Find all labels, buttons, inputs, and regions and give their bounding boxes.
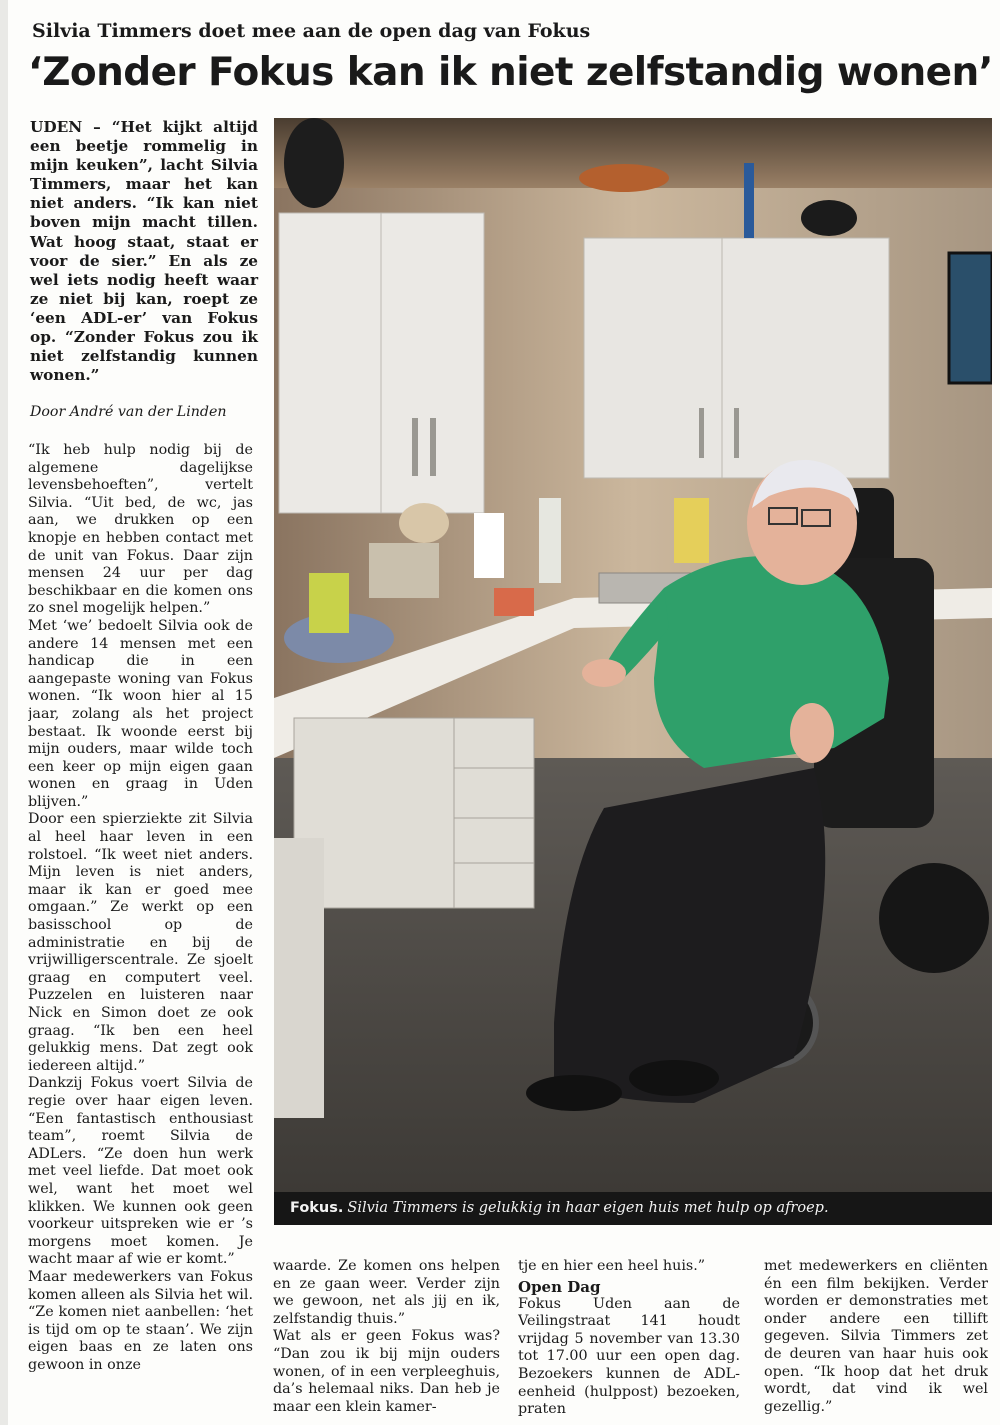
paragraph: waarde. Ze komen ons helpen en ze gaan weer. Verder zijn we gewoon, net als jij en ik, zelfstandig thuis.”	[273, 1258, 500, 1327]
article-lead	[30, 118, 258, 385]
article-kicker: Silvia Timmers doet mee aan de open dag van Fokus	[32, 20, 591, 42]
paragraph: Dankzij Fokus voert Silvia de regie over haar eigen leven. “Een fantastisch enthousiast team”, roemt Silvia de ADLers. “Ze doen hun werk met veel liefde. Dat moet ook wel, want het moet wel klikken. We kunnen ook geen voorkeur uitspreken wie er ’s morgens moet komen. Je wacht maar af wie er komt.”	[28, 1075, 253, 1268]
paragraph: Maar medewerkers van Fokus komen alleen als Silvia het wil. “Ze komen niet aanbellen: ‘het is tijd om op te staan’. We zijn eigen baas en ze laten ons gewoon in onze	[28, 1268, 253, 1373]
paragraph: “Ik heb hulp nodig bij de algemene dagelijkse levensbehoeften”, vertelt Silvia. “Uit bed, de wc, jas aan, we drukken op een knopje en hebben contact met de unit van Fokus. Daar zijn mensen 24 uur per dag beschikbaar en die komen ons zo snel mogelijk helpen.”	[28, 442, 253, 617]
article-photo	[274, 118, 992, 1192]
paragraph: Met ‘we’ bedoelt Silvia ook de andere 14 mensen met een handicap die in een aangepaste woning van Fokus wonen. “Ik woon hier al 15 jaar, zolang als het project bestaat. Ik woonde eerst bij mijn ouders, maar wilde toch een keer op mijn eigen gaan wonen en graag in Uden blijven.”	[28, 617, 253, 810]
paragraph: met medewerkers en cliënten én een film bekijken. Verder worden er demonstraties met onder andere een tillift gegeven. Silvia Timmers zet de deuren van haar huis ook open. “Ik hoop dat het druk wordt, dat vind ik wel gezellig.”	[764, 1258, 988, 1415]
article-byline: Door André van der Linden	[30, 404, 227, 420]
paragraph: Fokus Uden aan de Veilingstraat 141 houdt vrijdag 5 november van 13.30 tot 17.00 uur een open dag. Bezoekers kunnen de ADL-eenheid (hulppost) bezoeken, praten	[518, 1295, 740, 1418]
article-headline: ‘Zonder Fokus kan ik niet zelfstandig wonen’	[28, 50, 993, 95]
lead-paragraph: UDEN – “Het kijkt altijd een beetje rommelig in mijn keuken”, lacht Silvia Timmers, maar het kan niet anders. “Ik kan niet boven mijn macht tillen. Wat hoog staat, staat er voor de sier.” En als ze wel iets nodig heeft waar ze niet bij kan, roept ze ‘een ADL-er’ van Fokus op. “Zonder Fokus zou ik niet zelfstandig kunnen wonen.”	[30, 118, 258, 385]
paragraph: Door een spierziekte zit Silvia al heel haar leven in een rolstoel. “Ik weet niet anders. Mijn leven is niet anders, maar ik kan er goed mee omgaan.” Ze werkt op een basisschool op de administratie en bij de vrijwilligerscentrale. Ze sjoelt graag en computert veel. Puzzelen en luisteren naar Nick en Simon doet ze ook graag. “Ik ben een heel gelukkig mens. Dat zegt ook iedereen altijd.”	[28, 811, 253, 1074]
paragraph: tje en hier een heel huis.”	[518, 1258, 706, 1274]
body-column-3	[518, 1258, 740, 1420]
body-column-4	[764, 1258, 988, 1420]
kitchen-photo-illustration	[274, 118, 992, 1192]
paragraph: Wat als er geen Fokus was? “Dan zou ik bij mijn ouders wonen, of in een verpleeghuis, da’s helemaal niks. Dan heb je maar een klein kamer-	[273, 1328, 500, 1415]
caption-text: Silvia Timmers is gelukkig in haar eigen huis met hulp op afroep.	[347, 1200, 829, 1216]
photo-caption	[274, 1192, 992, 1225]
body-column-2	[273, 1258, 500, 1420]
body-column-1	[28, 442, 253, 1420]
caption-label: Fokus.	[290, 1200, 344, 1216]
scan-edge	[0, 0, 8, 1425]
subheading-open-dag: Open Dag	[518, 1277, 601, 1296]
